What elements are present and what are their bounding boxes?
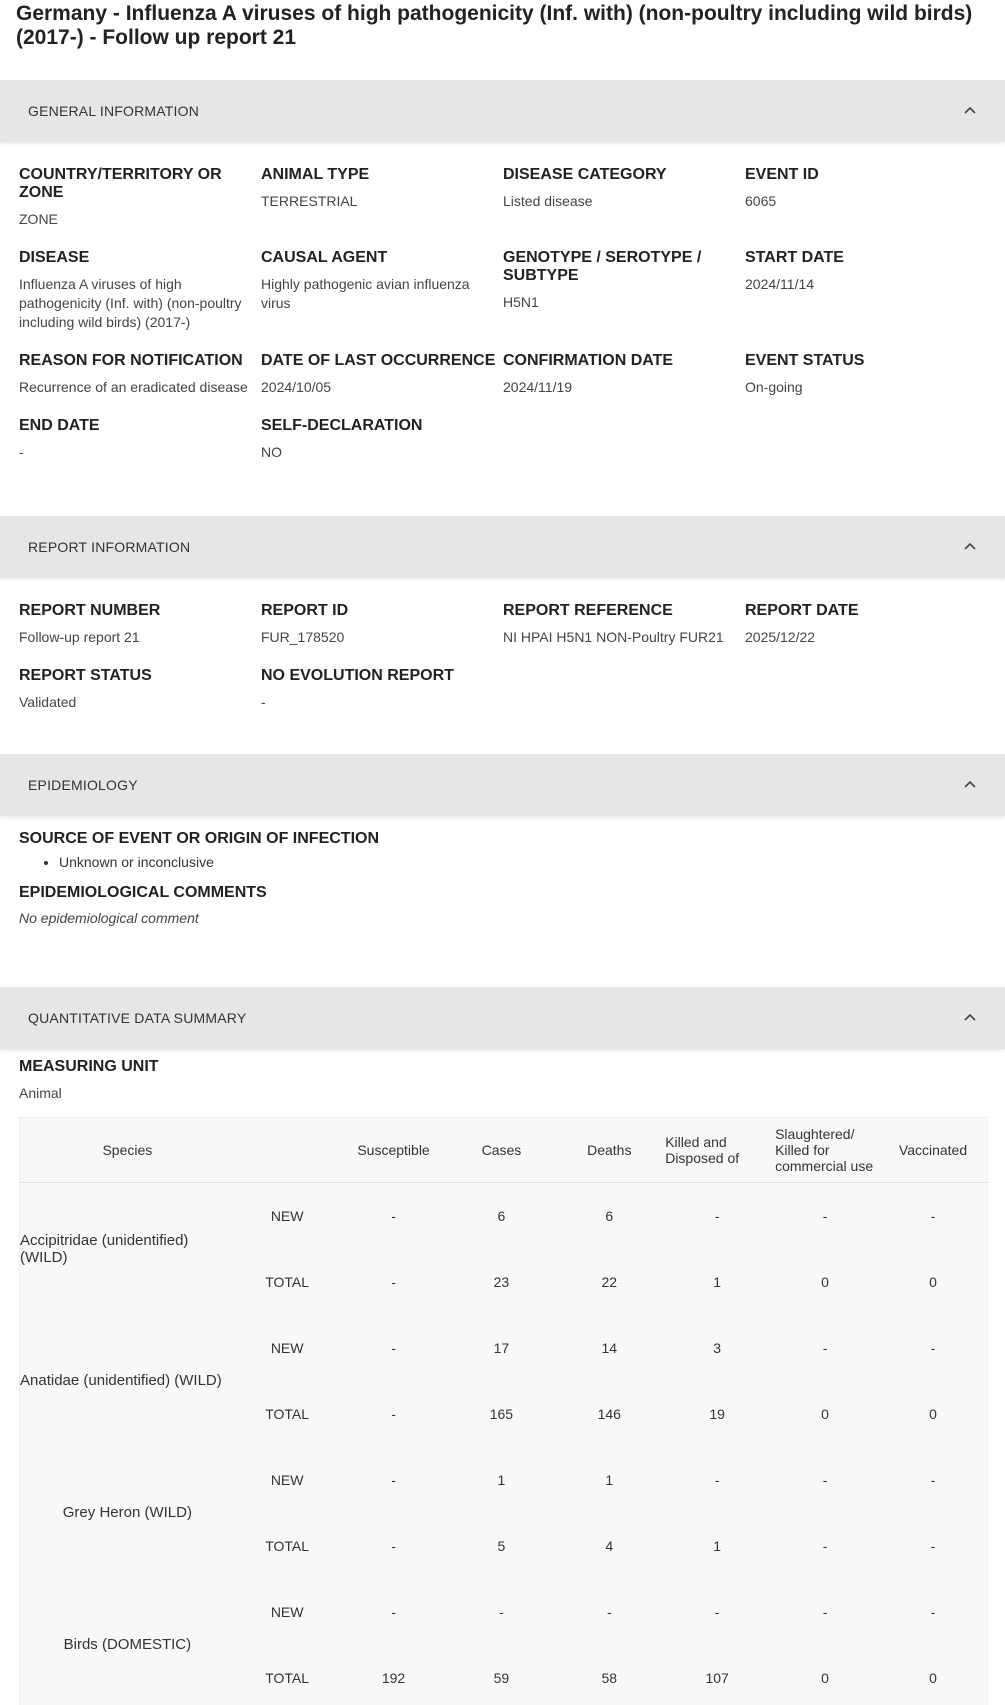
row-kind-label: TOTAL [265, 1405, 310, 1422]
table-cell: - [930, 1603, 936, 1620]
col-vaccinated: Vaccinated [879, 1118, 987, 1183]
source-list [59, 854, 1005, 870]
section-title: REPORT INFORMATION [28, 539, 191, 555]
reason-field [19, 352, 261, 397]
chevron-up-icon[interactable] [963, 1011, 977, 1025]
section-title: QUANTITATIVE DATA SUMMARY [28, 1010, 247, 1026]
table-cell: - [714, 1603, 720, 1620]
species-name: Birds (DOMESTIC) [63, 1636, 192, 1653]
field-value: 6065 [745, 193, 777, 209]
table-cell: - [930, 1339, 936, 1356]
row-kind-label: TOTAL [265, 1669, 310, 1686]
field-value: ZONE [19, 211, 58, 227]
comments-label: EPIDEMIOLOGICAL COMMENTS [19, 884, 267, 901]
table-cell: 0 [821, 1405, 829, 1422]
measuring-unit-value: Animal [19, 1085, 62, 1101]
quantitative-table [20, 1118, 987, 1705]
field-value: H5N1 [503, 294, 539, 310]
disease-field [19, 249, 261, 332]
table-cell: - [391, 1339, 396, 1356]
row-kind-label: NEW [270, 1603, 304, 1620]
field-label: CAUSAL AGENT [261, 249, 388, 266]
row-kind-label: NEW [270, 1207, 304, 1224]
table-cell: 165 [489, 1405, 514, 1422]
row-kind-label: NEW [270, 1339, 304, 1356]
table-cell: - [391, 1207, 396, 1224]
table-cell: 1 [497, 1471, 506, 1488]
last-occurrence-field [261, 352, 503, 397]
col-deaths: Deaths [555, 1118, 663, 1183]
field-label: GENOTYPE / SEROTYPE / SUBTYPE [503, 249, 702, 284]
table-header-row [20, 1118, 987, 1183]
field-label: EVENT STATUS [745, 352, 865, 369]
source-label: SOURCE OF EVENT OR ORIGIN OF INFECTION [19, 830, 380, 847]
report-reference-field [503, 602, 745, 647]
table-cell: 1 [713, 1273, 722, 1290]
table-cell: 0 [929, 1669, 937, 1686]
field-label: START DATE [745, 249, 844, 266]
report-date-field [745, 602, 987, 647]
table-cell: - [391, 1405, 396, 1422]
table-cell: 4 [605, 1537, 614, 1554]
table-cell: 146 [597, 1405, 621, 1422]
table-cell: 0 [929, 1273, 937, 1290]
chevron-up-icon[interactable] [963, 778, 977, 792]
table-cell: 0 [929, 1405, 937, 1422]
epidemiology-header[interactable] [0, 754, 1005, 816]
field-value: Validated [19, 694, 77, 710]
col-susceptible: Susceptible [340, 1118, 448, 1183]
table-cell: 17 [493, 1339, 510, 1356]
table-cell: - [391, 1273, 396, 1290]
table-cell: 1 [713, 1537, 722, 1554]
field-label: REPORT NUMBER [19, 602, 161, 619]
table-cell: 14 [601, 1339, 618, 1356]
col-slaughtered [771, 1118, 879, 1183]
field-label: REPORT DATE [745, 602, 859, 619]
table-cell: 5 [497, 1537, 506, 1554]
field-value: 2024/10/05 [261, 379, 332, 395]
table-row [20, 1183, 987, 1249]
table-cell: - [822, 1537, 828, 1554]
self-declaration-field [261, 417, 503, 462]
field-value: Listed disease [503, 193, 593, 209]
table-cell: - [606, 1603, 612, 1620]
table-cell: 0 [821, 1273, 829, 1290]
field-label: CONFIRMATION DATE [503, 352, 674, 369]
table-cell: - [930, 1471, 936, 1488]
quantitative-data-section [0, 1049, 1005, 1705]
start-date-field [745, 249, 987, 332]
table-cell: - [930, 1207, 936, 1224]
causal-agent-field [261, 249, 503, 332]
table-cell: - [714, 1471, 720, 1488]
col-species: Species [20, 1118, 235, 1183]
field-value: 2024/11/14 [745, 276, 815, 292]
table-cell: - [391, 1537, 396, 1554]
table-cell: - [714, 1207, 720, 1224]
table-cell: 3 [713, 1339, 722, 1356]
field-value: NI HPAI H5N1 NON-Poultry FUR21 [503, 629, 724, 645]
field-label: EVENT ID [745, 166, 819, 183]
chevron-up-icon[interactable] [963, 540, 977, 554]
genotype-field [503, 249, 745, 332]
row-kind-label: TOTAL [265, 1273, 310, 1290]
table-cell: - [822, 1339, 828, 1356]
table-cell: 6 [605, 1207, 614, 1224]
field-value: TERRESTRIAL [261, 193, 358, 209]
table-cell: 0 [821, 1669, 829, 1686]
field-label: END DATE [19, 417, 100, 434]
measuring-unit-label: MEASURING UNIT [19, 1058, 159, 1075]
field-label: DISEASE CATEGORY [503, 166, 667, 183]
table-cell: 1 [605, 1471, 614, 1488]
table-body [20, 1183, 987, 1705]
table-cell: 22 [601, 1273, 618, 1290]
no-evolution-report-field [261, 667, 503, 712]
species-name: Accipitridae (unidentified) (WILD) [20, 1231, 189, 1266]
row-kind-label: TOTAL [265, 1537, 310, 1554]
field-value: 2024/11/19 [503, 379, 573, 395]
report-information-header[interactable] [0, 516, 1005, 578]
field-label: ANIMAL TYPE [261, 166, 370, 183]
field-value: Influenza A viruses of high pathogenicity (Inf. with) (non-poultry including wild birds) (2017-) [19, 276, 242, 330]
table-cell: - [391, 1471, 396, 1488]
list-item: • Unknown or inconclusive [59, 854, 1005, 870]
epidemiology-section [0, 816, 1005, 987]
table-cell: 59 [493, 1669, 510, 1686]
field-value: - [19, 444, 24, 460]
report-number-field [19, 602, 261, 647]
table-cell: - [822, 1471, 828, 1488]
report-status-field [19, 667, 261, 712]
field-value: Recurrence of an eradicated disease [19, 379, 248, 395]
event-status-field [745, 352, 987, 397]
section-title: EPIDEMIOLOGY [28, 777, 138, 793]
report-id-field [261, 602, 503, 647]
table-cell: - [930, 1537, 936, 1554]
table-cell: 23 [493, 1273, 510, 1290]
table-row [20, 1447, 987, 1513]
field-value: FUR_178520 [261, 629, 345, 645]
end-date-field [19, 417, 261, 462]
field-label: REASON FOR NOTIFICATION [19, 352, 243, 369]
field-label: REPORT ID [261, 602, 349, 619]
field-label: NO EVOLUTION REPORT [261, 667, 454, 684]
table-cell: - [391, 1603, 396, 1620]
table-cell: 107 [705, 1669, 729, 1686]
event-id-field [745, 166, 987, 229]
report-information-section [0, 578, 1005, 754]
field-label: DISEASE [19, 249, 90, 266]
col-slaughtered-label: Slaughtered/ Killed for commercial use [775, 1126, 874, 1174]
field-value: On-going [745, 379, 803, 395]
confirmation-date-field [503, 352, 745, 397]
comments-value: No epidemiological comment [19, 910, 199, 926]
field-value: - [261, 694, 266, 710]
field-value: Follow-up report 21 [19, 629, 140, 645]
animal-type-field [261, 166, 503, 229]
col-cases: Cases [448, 1118, 556, 1183]
disease-category-field [503, 166, 745, 229]
general-information-header[interactable] [0, 80, 1005, 142]
col-kind [235, 1118, 340, 1183]
table-cell: 6 [497, 1207, 506, 1224]
field-value: 2025/12/22 [745, 629, 816, 645]
field-label: DATE OF LAST OCCURRENCE [261, 352, 496, 369]
table-row [20, 1315, 987, 1381]
table-cell: - [822, 1207, 828, 1224]
section-title: GENERAL INFORMATION [28, 103, 200, 119]
field-label: REPORT REFERENCE [503, 602, 673, 619]
field-label: REPORT STATUS [19, 667, 152, 684]
page-title: Germany - Influenza A viruses of high pathogenicity (Inf. with) (non-poultry including wild birds) (2017-) - Follow up report 21 [16, 2, 973, 49]
table-cell: - [822, 1603, 828, 1620]
species-name: Anatidae (unidentified) (WILD) [20, 1372, 222, 1389]
general-information-section [0, 142, 1005, 516]
table-row [20, 1579, 987, 1645]
row-kind-label: NEW [270, 1471, 304, 1488]
species-name: Grey Heron (WILD) [62, 1504, 192, 1521]
table-cell: - [499, 1603, 504, 1620]
field-label: SELF-DECLARATION [261, 417, 423, 434]
col-killed: Killed and Disposed of [663, 1118, 771, 1183]
country-field [19, 166, 261, 229]
quantitative-table-container[interactable] [19, 1117, 988, 1705]
field-label: COUNTRY/TERRITORY OR ZONE [19, 166, 222, 201]
field-value: NO [261, 444, 282, 460]
quantitative-data-header[interactable] [0, 987, 1005, 1049]
table-cell: 58 [601, 1669, 618, 1686]
table-cell: 192 [381, 1669, 406, 1686]
table-cell: 19 [709, 1405, 725, 1422]
chevron-up-icon[interactable] [963, 104, 977, 118]
field-value: Highly pathogenic avian influenza virus [261, 276, 470, 311]
